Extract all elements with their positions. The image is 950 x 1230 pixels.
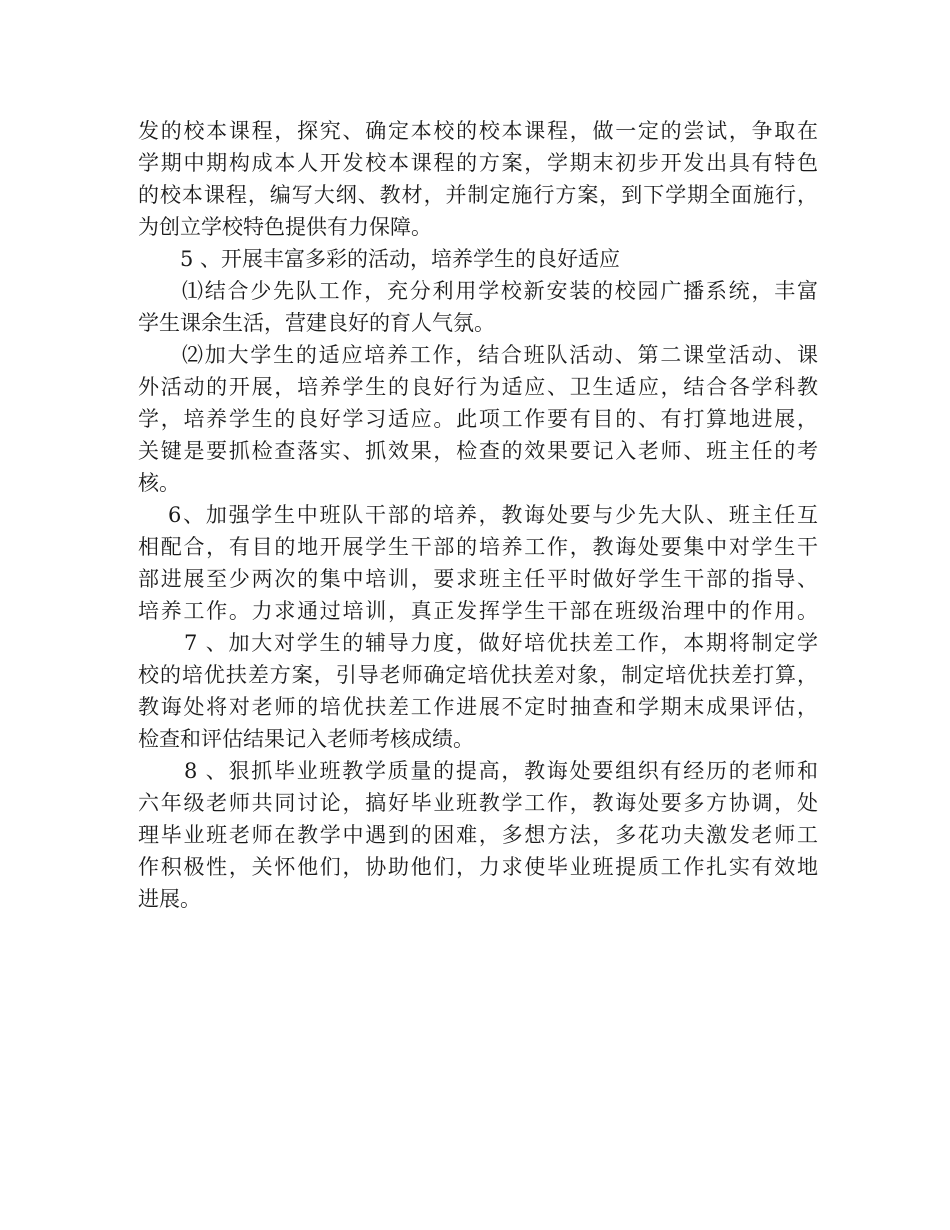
body-text-line: 部进展至少两次的集中培训，要求班主任平时做好学生干部的指导、 [138, 567, 818, 591]
body-text-line: 作积极性，关怀他们，协助他们，力求使毕业班提质工作扎实有效地 [138, 855, 818, 879]
body-text-line: 学生课余生活，营建良好的育人气氛。 [138, 311, 495, 335]
body-text-line: 学期中期构成本人开发校本课程的方案，学期末初步开发出具有特色 [138, 151, 818, 175]
body-text-line: 的校本课程，编写大纲、教材，并制定施行方案，到下学期全面施行， [138, 183, 818, 207]
body-text-line: 为创立学校特色提供有力保障。 [138, 215, 432, 239]
body-text-line: 教诲处将对老师的培优扶差工作进展不定时抽查和学期末成果评估， [138, 695, 818, 719]
body-text-line: 理毕业班老师在教学中遇到的困难，多想方法，多花功夫激发老师工 [138, 823, 818, 847]
body-text-line: 相配合，有目的地开展学生干部的培养工作，教诲处要集中对学生干 [138, 535, 818, 559]
body-text-line: 关键是要抓检查落实、抓效果，检查的效果要记入老师、班主任的考 [138, 439, 818, 463]
document-body [138, 115, 818, 915]
body-text-line: 学，培养学生的良好学习适应。此项工作要有目的、有打算地进展， [138, 407, 818, 431]
body-text-line: 进展。 [138, 887, 201, 911]
body-text-line: 培养工作。力求通过培训，真正发挥学生干部在班级治理中的作用。 [138, 599, 818, 623]
body-text-line: 六年级老师共同讨论，搞好毕业班教学工作，教诲处要多方协调，处 [138, 791, 818, 815]
body-text-line: ⑴结合少先队工作，充分利用学校新安装的校园广播系统，丰富 [182, 279, 818, 303]
body-text-line: 检查和评估结果记入老师考核成绩。 [138, 727, 474, 751]
body-text-line: 核。 [138, 471, 180, 495]
body-text-line: ⑵加大学生的适应培养工作，结合班队活动、第二课堂活动、课 [182, 343, 818, 367]
body-text-line: 7 、加大对学生的辅导力度，做好培优扶差工作，本期将制定学 [184, 631, 818, 655]
body-text-line: 校的培优扶差方案，引导老师确定培优扶差对象，制定培优扶差打算， [138, 663, 818, 687]
body-text-line: 外活动的开展，培养学生的良好行为适应、卫生适应，结合各学科教 [138, 375, 818, 399]
body-text-line: 发的校本课程，探究、确定本校的校本课程，做一定的尝试，争取在 [138, 119, 818, 143]
body-text-line: 5 、开展丰富多彩的活动，培养学生的良好适应 [180, 247, 621, 271]
body-text-line: 6、加强学生中班队干部的培养，教诲处要与少先大队、班主任互 [168, 503, 818, 527]
body-text-line: 8 、狠抓毕业班教学质量的提高，教诲处要组织有经历的老师和 [184, 759, 818, 783]
